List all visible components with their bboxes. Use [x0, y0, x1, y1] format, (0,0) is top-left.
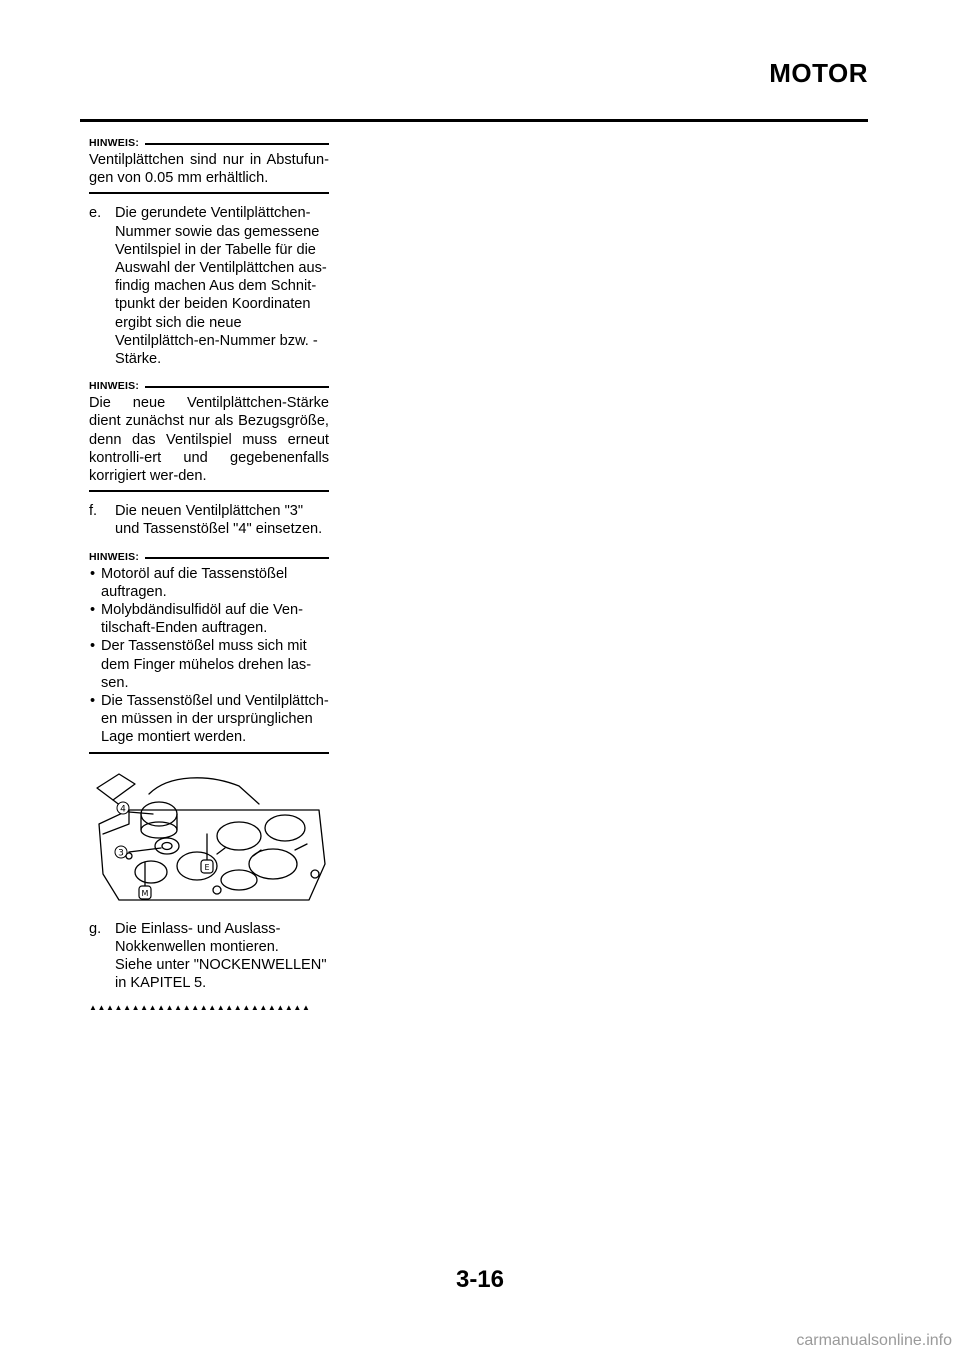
page-title: MOTOR: [769, 58, 868, 88]
note-box-1: [89, 135, 329, 194]
step-label: e.: [89, 205, 102, 222]
bullet-text: Der Tassenstößel muss sich mit dem Finger mühelos drehen las-sen.: [101, 638, 312, 691]
note-text: Ventilplättchen sind nur in Abstufun-gen von 0.05 mm erhältlich.: [89, 151, 329, 194]
symbol-e: E: [204, 862, 210, 872]
bullet-marker: •: [90, 638, 96, 655]
bullet-list: [89, 565, 329, 747]
step-g: [89, 920, 329, 993]
bullet-text: Motoröl auf die Tassenstößel auftragen.: [101, 565, 288, 600]
page-number: 3-16: [455, 1266, 505, 1293]
bullet-text: Die Tassenstößel und Ventilplättch-en müssen in der ursprünglichen Lage montiert werden.: [101, 693, 329, 746]
bullet-text: Molybdändisulfidöl auf die Ven-tilschaft-Enden auftragen.: [101, 602, 304, 637]
step-reference: Siehe unter "NOCKENWELLEN" in KAPITEL 5.: [115, 957, 327, 992]
step-text: Die gerundete Ventilplättchen-Nummer sowie das gemessene Ventilspiel in der Tabelle für die Auswahl der Ventilplättchen aus-findig machen Aus dem Schnit-tpunkt der beiden Koordinaten ergibt sich die neue Ventilplättch-en-Nummer bzw. -Stärke.: [115, 205, 327, 368]
note-box-3: [89, 549, 329, 754]
bullet-item: [89, 692, 329, 747]
bullet-item: [89, 601, 329, 637]
note-rule: [145, 557, 329, 559]
step-e: [89, 204, 329, 368]
section-end-marks: ▲▲▲▲▲▲▲▲▲▲▲▲▲▲▲▲▲▲▲▲▲▲▲▲▲▲: [89, 1002, 311, 1012]
note-label: HINWEIS:: [89, 136, 140, 149]
step-label: f.: [89, 503, 98, 520]
step-f: [89, 502, 329, 538]
note-header: [89, 378, 329, 394]
note-label: HINWEIS:: [89, 380, 140, 393]
bullet-marker: •: [90, 693, 96, 710]
step-text: Die neuen Ventilplättchen "3" und Tassenstößel "4" einsetzen.: [115, 503, 323, 538]
step-label: g.: [89, 920, 102, 937]
callout-3: 3: [118, 848, 124, 859]
note-rule: [145, 386, 329, 388]
bullet-marker: •: [90, 565, 96, 582]
note-bullets: [89, 565, 329, 754]
note-header: [89, 549, 329, 565]
note-label: HINWEIS:: [89, 550, 140, 563]
note-rule: [145, 143, 329, 145]
cylinder-head-illustration: [89, 764, 329, 910]
step-text: Die Einlass- und Auslass-Nokkenwellen montieren.: [115, 920, 281, 955]
note-text: Die neue Ventilplättchen-Stärke dient zunächst nur als Bezugsgröße, denn das Ventilspiel muss erneut kontrolli-ert und gegebenenfalls korrigiert wer-den.: [89, 394, 329, 492]
content-column: [89, 135, 329, 1013]
note-box-2: [89, 378, 329, 492]
header-rule: [80, 119, 868, 122]
bullet-item: [89, 637, 329, 692]
watermark: carmanualsonline.info: [796, 1332, 952, 1349]
note-header: [89, 135, 329, 151]
bullet-marker: •: [90, 602, 96, 619]
bullet-item: [89, 565, 329, 601]
callout-4: 4: [120, 804, 126, 815]
symbol-m: M: [141, 888, 149, 898]
